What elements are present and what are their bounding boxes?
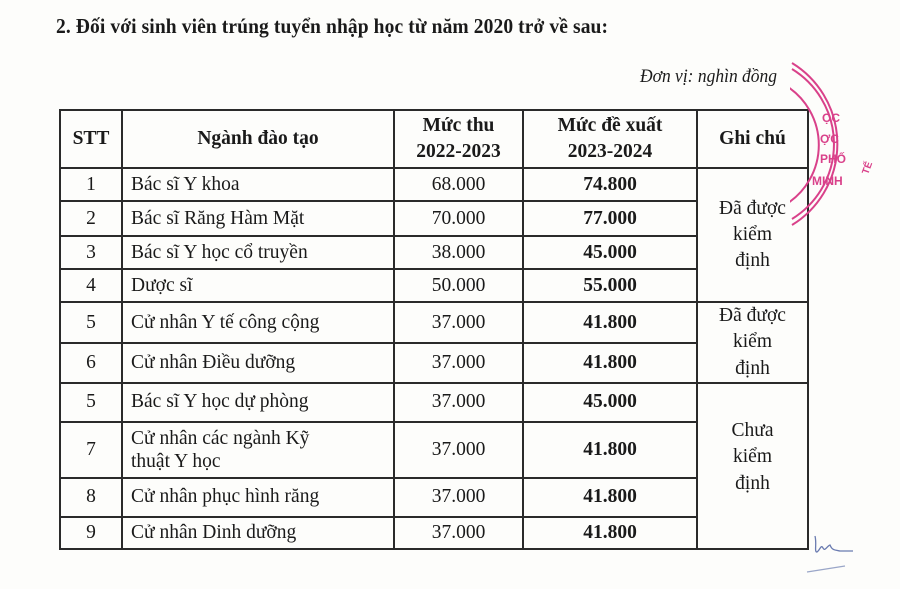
cell-fee: 37.000 xyxy=(394,302,523,343)
header-fee-2022-2023 xyxy=(394,110,523,168)
cell-proposed: 45.000 xyxy=(523,236,697,269)
unit-note: Đơn vị: nghìn đồng xyxy=(640,66,778,87)
header-proposed-line2: 2023-2024 xyxy=(567,141,653,162)
cell-stt: 1 xyxy=(60,168,122,201)
header-fee-line2: 2022-2023 xyxy=(416,141,501,162)
cell-fee: 37.000 xyxy=(394,422,523,478)
cell-program: Bác sĩ Y khoa xyxy=(122,168,394,201)
program-line1: Cử nhân các ngành Kỹ xyxy=(131,427,310,449)
section-heading: 2. Đối với sinh viên trúng tuyển nhập học từ năm 2020 trở về sau: xyxy=(56,14,609,38)
header-stt: STT xyxy=(60,110,122,168)
table-row xyxy=(60,168,808,201)
header-fee-line1: Mức thu xyxy=(422,114,495,136)
cell-note-accredited-2 xyxy=(697,302,808,383)
cell-fee: 37.000 xyxy=(394,343,523,382)
cell-fee: 68.000 xyxy=(394,168,523,201)
cell-stt: 4 xyxy=(60,269,122,302)
note-line2: kiểm xyxy=(733,223,772,245)
note-line1: Đã được xyxy=(719,197,786,219)
table-header-row xyxy=(60,110,808,168)
cell-proposed: 41.800 xyxy=(523,343,697,382)
cell-fee: 37.000 xyxy=(394,478,523,517)
cell-proposed: 77.000 xyxy=(523,201,697,236)
cell-proposed: 41.800 xyxy=(523,422,697,478)
svg-text:MINH: MINH xyxy=(812,174,843,188)
cell-program: Cử nhân Điều dưỡng xyxy=(122,343,394,382)
svg-text:ỢC: ỢC xyxy=(820,132,839,146)
svg-text:ỌC: ỌC xyxy=(822,111,840,125)
cell-stt: 3 xyxy=(60,236,122,269)
cell-note-accredited xyxy=(697,168,808,302)
cell-proposed: 45.000 xyxy=(523,383,697,422)
table-row xyxy=(60,517,808,549)
note-line3: định xyxy=(735,472,770,494)
cell-program: Bác sĩ Y học dự phòng xyxy=(122,383,394,422)
header-program: Ngành đào tạo xyxy=(122,110,394,168)
cell-stt: 2 xyxy=(60,201,122,236)
table-row xyxy=(60,343,808,382)
table-row xyxy=(60,478,808,517)
cell-stt: 5 xyxy=(60,302,122,343)
note-line2: kiểm xyxy=(733,331,772,353)
cell-stt: 6 xyxy=(60,343,122,382)
cell-proposed: 55.000 xyxy=(523,269,697,302)
svg-text:TẾ: TẾ xyxy=(860,160,876,177)
cell-program xyxy=(122,422,394,478)
cell-program: Cử nhân phục hình răng xyxy=(122,478,394,517)
cell-program: Cử nhân Dinh dưỡng xyxy=(122,517,394,549)
cell-stt: 8 xyxy=(60,478,122,517)
cell-note-not-accredited xyxy=(697,383,808,549)
cell-proposed: 41.800 xyxy=(523,302,697,343)
cell-program: Cử nhân Y tế công cộng xyxy=(122,302,394,343)
note-line3: định xyxy=(735,250,770,272)
note-line2: kiểm xyxy=(733,446,772,468)
tuition-fee-table xyxy=(59,109,809,550)
table-row xyxy=(60,302,808,343)
note-line1: Chưa xyxy=(731,419,774,441)
cell-program: Bác sĩ Y học cổ truyền xyxy=(122,236,394,269)
handwritten-signature xyxy=(805,530,865,580)
cell-fee: 37.000 xyxy=(394,517,523,549)
cell-fee: 37.000 xyxy=(394,383,523,422)
header-proposed-2023-2024 xyxy=(523,110,697,168)
cell-proposed: 74.800 xyxy=(523,168,697,201)
note-line3: định xyxy=(735,357,770,379)
cell-program: Bác sĩ Răng Hàm Mặt xyxy=(122,201,394,236)
header-note: Ghi chú xyxy=(697,110,808,168)
table-row xyxy=(60,383,808,422)
cell-proposed: 41.800 xyxy=(523,478,697,517)
table-row xyxy=(60,201,808,236)
cell-proposed: 41.800 xyxy=(523,517,697,549)
cell-fee: 50.000 xyxy=(394,269,523,302)
note-line1: Đã được xyxy=(719,305,786,326)
cell-fee: 38.000 xyxy=(394,236,523,269)
table-row xyxy=(60,269,808,302)
cell-stt: 5 xyxy=(60,383,122,422)
cell-stt: 9 xyxy=(60,517,122,549)
header-proposed-line1: Mức đề xuất xyxy=(557,114,663,136)
cell-program: Dược sĩ xyxy=(122,269,394,302)
svg-text:PHỐ: PHỐ xyxy=(820,152,847,166)
table-row xyxy=(60,422,808,478)
program-line2: thuật Y học xyxy=(131,450,221,472)
cell-stt: 7 xyxy=(60,422,122,478)
table-row xyxy=(60,236,808,269)
cell-fee: 70.000 xyxy=(394,201,523,236)
